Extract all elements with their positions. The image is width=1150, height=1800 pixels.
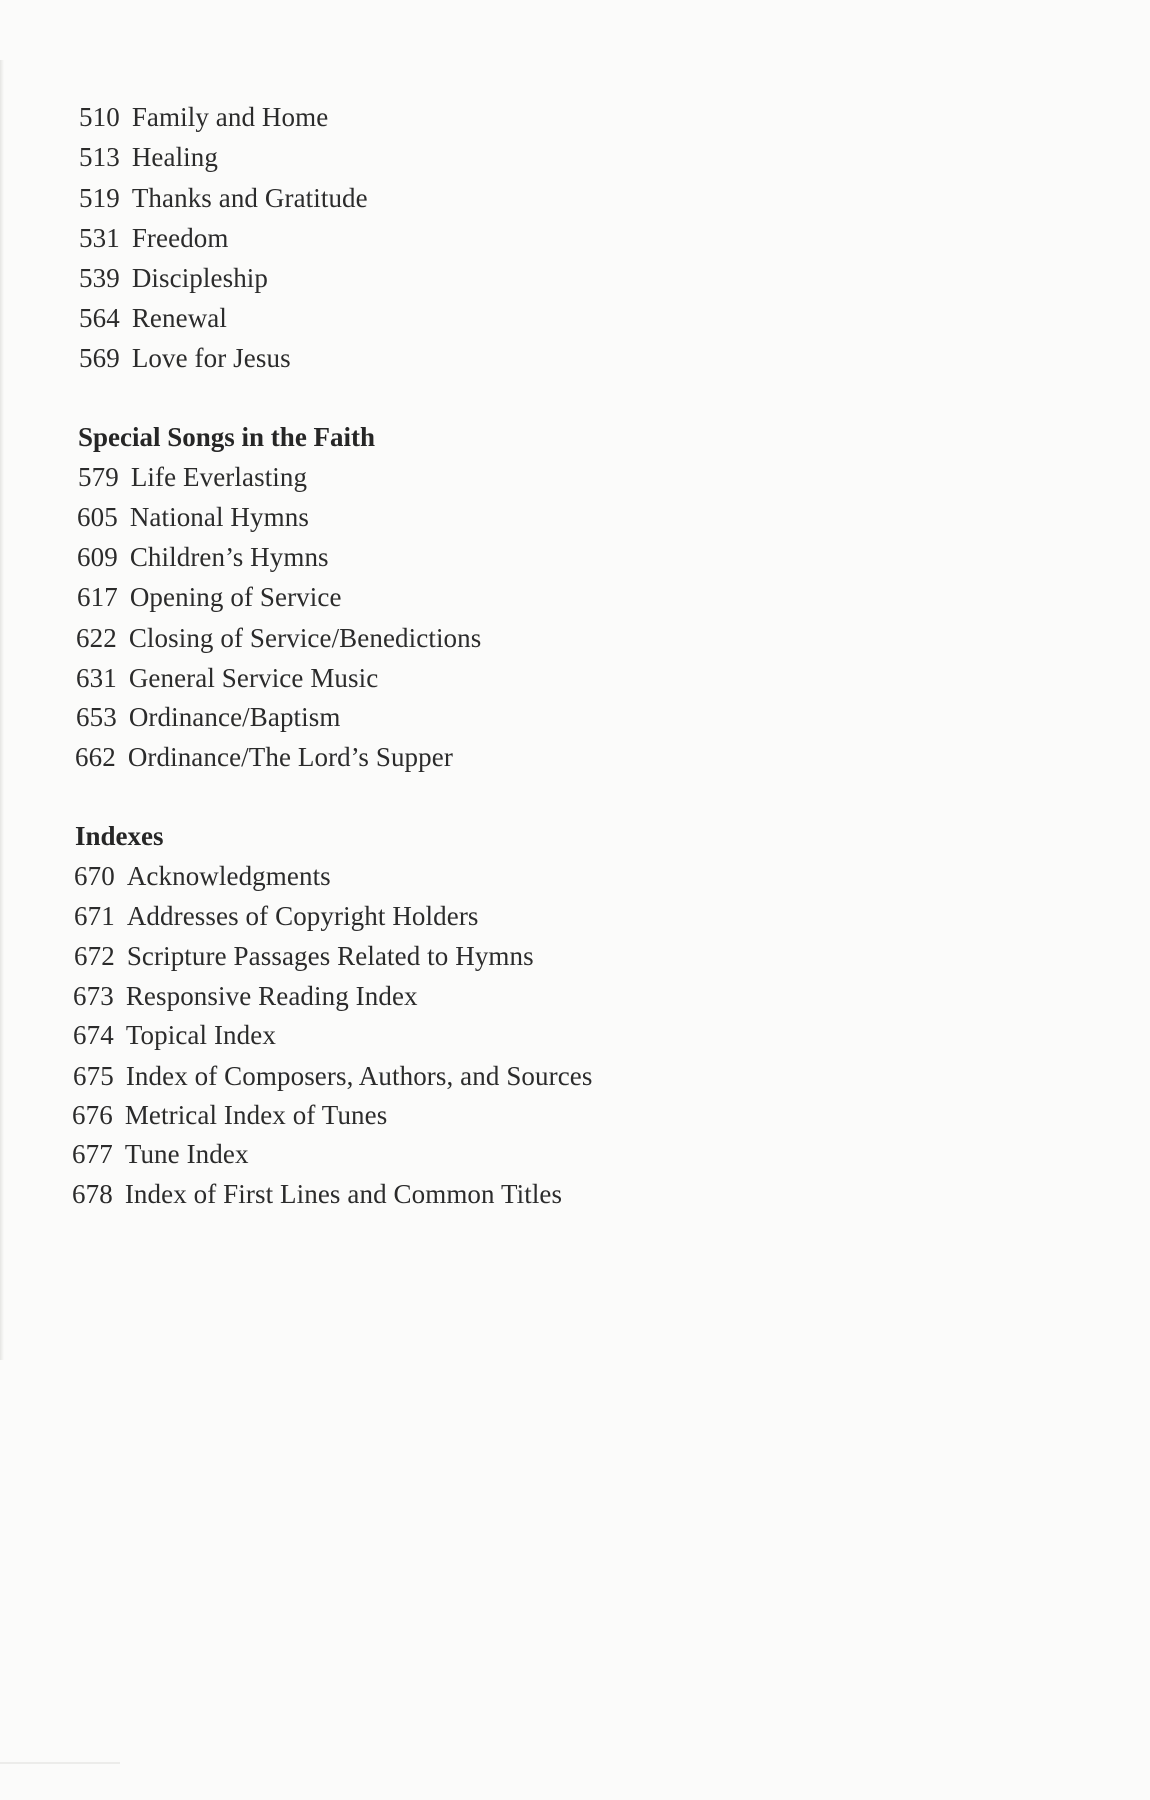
entry-number: 671 [74,901,115,931]
toc-entry [79,141,218,173]
toc-entry [74,900,479,932]
entry-number: 609 [77,542,118,572]
entry-title: Metrical Index of Tunes [124,1100,388,1130]
toc-entry [76,662,378,694]
entry-number: 653 [76,702,117,732]
entry-title: Freedom [131,223,229,253]
toc-entry [77,581,342,613]
toc-entry [76,622,481,654]
entry-number: 569 [79,343,120,373]
entry-number: 519 [79,183,120,213]
toc-entry [79,182,368,214]
entry-title: Addresses of Copyright Holders [126,901,479,931]
entry-title: Opening of Service [129,582,342,612]
entry-title: Healing [131,142,218,172]
entry-title: National Hymns [129,502,309,532]
entry-number: 605 [77,502,118,532]
entry-number: 676 [72,1100,113,1130]
scan-edge-shadow [0,60,4,1360]
toc-entry [74,860,331,892]
toc-entry [75,741,453,773]
entry-title: Discipleship [131,263,268,293]
toc-entry [77,541,329,573]
entry-number: 672 [74,941,115,971]
entry-title: Tune Index [124,1139,249,1169]
entry-title: Renewal [131,303,227,333]
toc-entry [74,940,534,972]
toc-entry [73,1019,276,1051]
scan-edge-mark [0,1762,120,1764]
entry-number: 564 [79,303,120,333]
toc-entry [73,1060,593,1092]
entry-number: 670 [74,861,115,891]
entry-title: Love for Jesus [131,343,291,373]
entry-number: 678 [72,1179,113,1209]
entry-number: 539 [79,263,120,293]
toc-entry [76,701,340,733]
entry-number: 513 [79,142,120,172]
entry-title: Children’s Hymns [129,542,329,572]
toc-entry [73,980,418,1012]
entry-number: 662 [75,742,116,772]
entry-number: 631 [76,663,117,693]
toc-entry [78,461,307,493]
entry-title: Topical Index [125,1020,276,1050]
entry-title: Acknowledgments [126,861,331,891]
toc-entry [72,1099,387,1131]
toc-entry [79,342,291,374]
toc-entry [79,222,229,254]
entry-title: Scripture Passages Related to Hymns [126,941,534,971]
entry-title: Index of First Lines and Common Titles [124,1179,563,1209]
entry-title: Thanks and Gratitude [131,183,368,213]
entry-title: Life Everlasting [130,462,308,492]
entry-number: 673 [73,981,114,1011]
entry-number: 579 [78,462,119,492]
entry-number: 677 [72,1139,113,1169]
entry-title: General Service Music [128,663,379,693]
toc-entry [79,101,328,133]
entry-title: Responsive Reading Index [125,981,418,1011]
toc-entry [77,501,309,533]
entry-number: 675 [73,1061,114,1091]
entry-number: 674 [73,1020,114,1050]
entry-title: Closing of Service/Benedictions [128,623,482,653]
entry-number: 531 [79,223,120,253]
toc-entry [79,262,268,294]
entry-title: Family and Home [131,102,329,132]
entry-number: 622 [76,623,117,653]
entry-number: 510 [79,102,120,132]
entry-title: Ordinance/The Lord’s Supper [127,742,453,772]
entry-number: 617 [77,582,118,612]
section-heading: Special Songs in the Faith [78,422,376,452]
toc-entry [79,302,227,334]
entry-title: Ordinance/Baptism [128,702,341,732]
section-heading: Indexes [75,821,164,851]
toc-entry [72,1178,562,1210]
toc-entry [72,1138,249,1170]
entry-title: Index of Composers, Authors, and Sources [125,1061,593,1091]
